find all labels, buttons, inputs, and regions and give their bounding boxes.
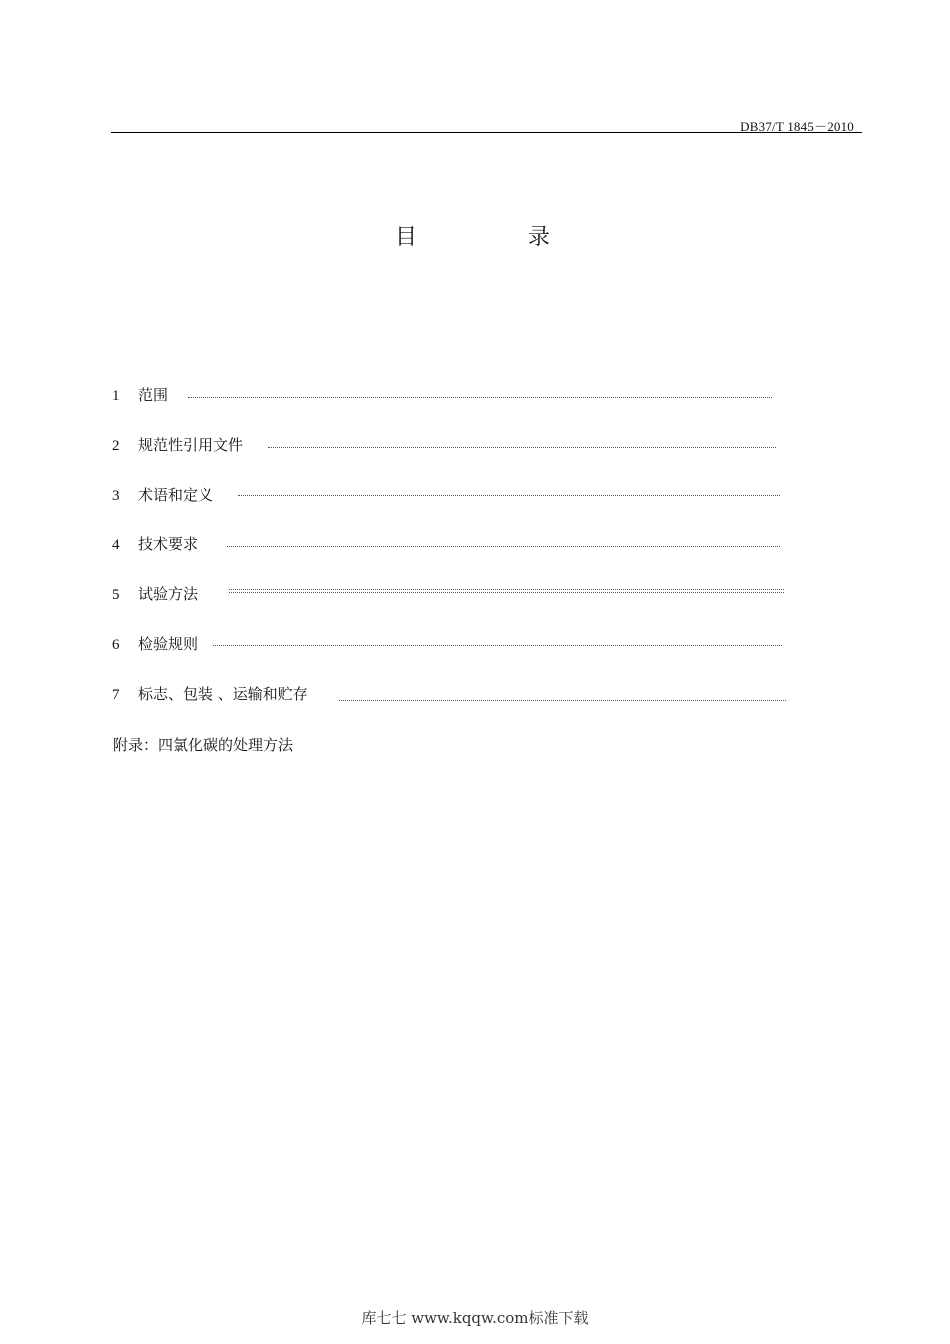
toc-item-number: 7 — [112, 687, 120, 703]
toc-item-terms-definitions[interactable] — [112, 485, 213, 505]
toc-item-number: 2 — [112, 438, 120, 454]
toc-item-normative-references[interactable] — [112, 435, 243, 455]
toc-appendix[interactable]: 附录：四氯化碳的处理方法 — [113, 736, 294, 754]
toc-item-label: 规范性引用文件 — [138, 436, 244, 454]
toc-item-inspection-rules[interactable] — [112, 634, 198, 654]
toc-item-number: 3 — [112, 488, 120, 504]
toc-item-number: 5 — [112, 587, 120, 603]
toc-leader-dots — [229, 592, 784, 593]
toc-item-number: 6 — [112, 637, 120, 653]
toc-item-label: 术语和定义 — [138, 486, 214, 504]
footer-watermark: 库七七 www.kqqw.com标准下载 — [361, 1309, 589, 1327]
toc-item-label: 检验规则 — [138, 635, 199, 653]
toc-leader-dots — [268, 447, 776, 448]
toc-leader-dots — [339, 700, 786, 701]
toc-item-marking-packaging[interactable] — [112, 684, 308, 704]
title-char-2: 录 — [528, 225, 551, 250]
toc-item-number: 1 — [112, 388, 120, 404]
toc-item-label: 试验方法 — [138, 585, 199, 603]
toc-item-test-methods[interactable] — [112, 584, 198, 604]
standard-code: DB37/T 1845－2010 — [740, 119, 854, 134]
title-char-1: 目 — [395, 225, 418, 250]
toc-item-label: 技术要求 — [138, 535, 199, 553]
toc-leader-dots — [227, 546, 780, 547]
toc-item-scope[interactable] — [112, 385, 168, 405]
toc-item-number: 4 — [112, 537, 120, 553]
toc-leader-dots — [188, 397, 772, 398]
toc-leader-dots — [213, 645, 782, 646]
toc-item-label: 标志、包装 、运输和贮存 — [138, 685, 308, 703]
toc-leader-dots — [238, 495, 780, 496]
header-rule — [111, 132, 862, 133]
toc-item-label: 范围 — [138, 386, 169, 404]
toc-item-technical-requirements[interactable] — [112, 534, 198, 554]
toc-leader-dots — [229, 589, 784, 590]
